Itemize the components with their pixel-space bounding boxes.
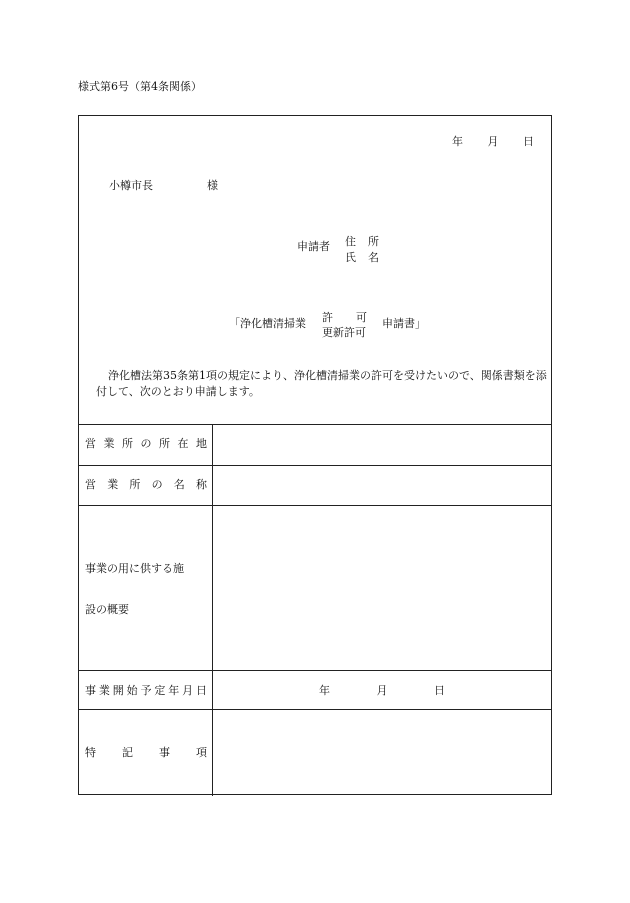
facility-overview-label-line2: 設の概要 [85,603,129,616]
table-column-divider [212,424,213,796]
addressee-honorific: 様 [207,179,218,192]
form-title-prefix: 「浄化槽清掃業 [229,317,306,330]
start-date-value [319,685,445,696]
application-statement: 浄化槽法第35条第1項の規定により、浄化槽清掃業の許可を受けたいので、関係書類を添付して、次のとおり申請します。 [96,369,547,398]
applicant-address-label: 住 所 [345,235,379,248]
table-rule-4 [79,670,551,671]
table-rule-2 [79,465,551,466]
start-date-day: 日 [434,684,445,697]
form-number-label: 様式第6号（第4条関係） [78,80,202,93]
office-location-label: 営 業 所 の 所 在 地 [85,437,207,450]
addressee [109,180,218,191]
title-type-renewal: 更新許可 [322,326,366,339]
title-type-permit: 許 可 [322,311,367,324]
start-date-label: 事 業 開 始 予 定 年 月 日 [85,684,207,697]
applicant-label: 申請者 [297,240,330,253]
application-form-frame [78,115,552,795]
date-month-label: 月 [487,135,499,148]
application-date [452,136,534,147]
date-year-label: 年 [452,135,463,148]
table-rule-1 [79,424,551,425]
start-date-year: 年 [319,684,330,697]
addressee-name: 小樽市長 [109,179,153,192]
start-date-month: 月 [376,684,388,697]
date-day-label: 日 [523,135,534,148]
table-rule-3 [79,505,551,506]
form-title-suffix: 申請書」 [382,317,426,330]
facility-overview-label-line1: 事業の用に供する施 [85,562,184,575]
applicant-fields [345,234,379,266]
form-title-types [322,310,367,340]
office-name-label: 営 業 所 の 名 称 [85,478,207,491]
applicant-name-label: 氏 名 [345,251,379,264]
remarks-label: 特 記 事 項 [85,746,207,759]
table-rule-5 [79,709,551,710]
